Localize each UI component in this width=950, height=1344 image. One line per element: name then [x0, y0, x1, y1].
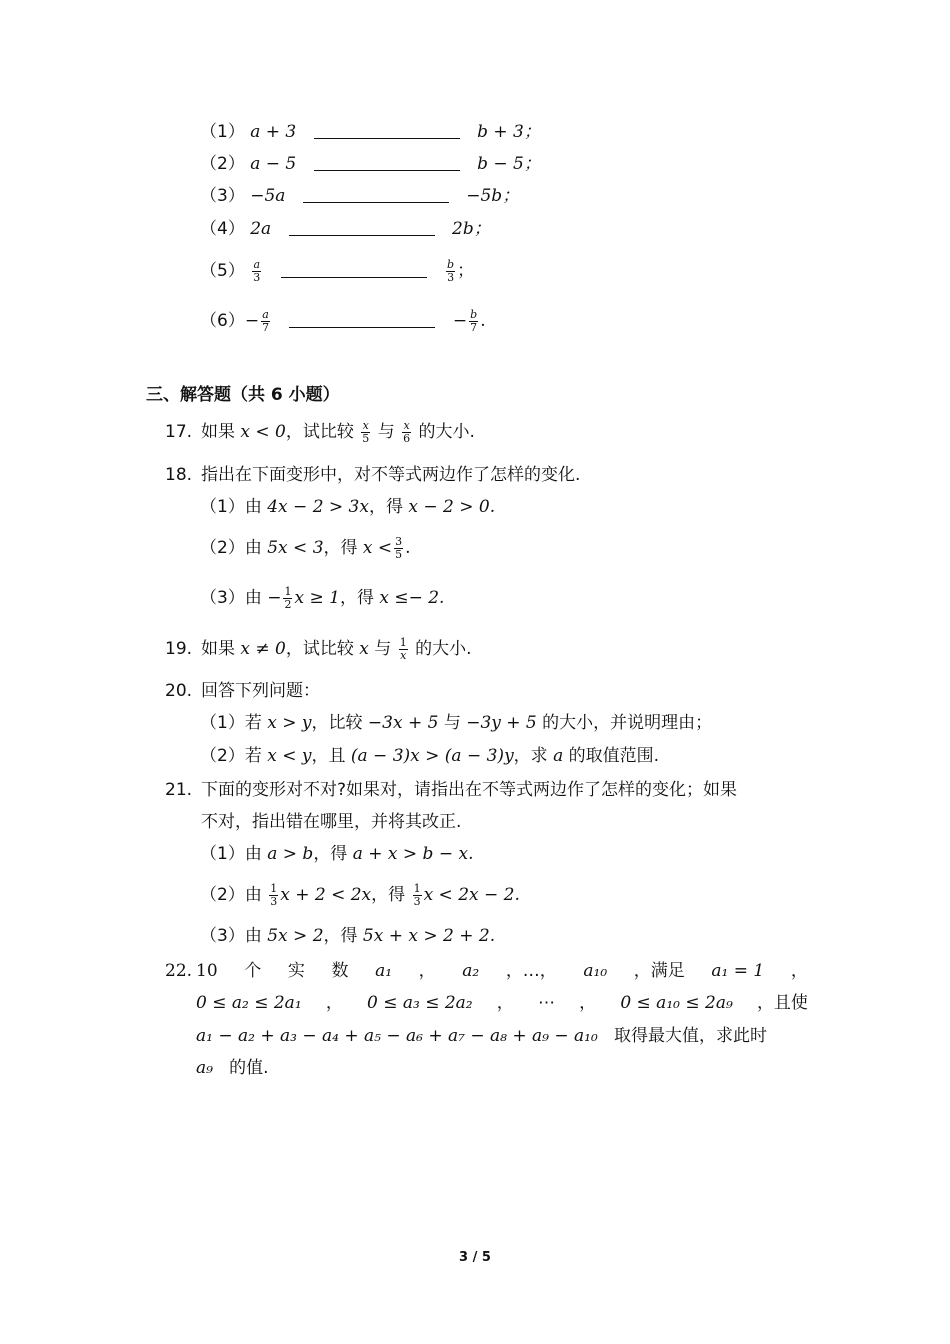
problem-number: 17. — [165, 422, 193, 442]
fill-item-6: （6）− $\frac{a}{7}$ − $\frac{b}{7}$ . — [200, 308, 486, 334]
problem-18-sub-3: （3）由 − $\frac{1}{2}$ x ≥ 1，得 x ≤− 2. — [200, 585, 445, 611]
fraction-1-x: $\frac{1}{x}$ — [399, 636, 407, 662]
problem-21-sub-2: （2）由 $\frac{1}{3}$ x + 2 < 2x，得 $\frac{1}{3}$ x < 2x − 2. — [200, 882, 520, 908]
problem-18-sub-1: （1）由 4x − 2 > 3x，得 x − 2 > 0. — [200, 497, 496, 517]
left-fraction: $\frac{a}{3}$ — [253, 258, 261, 284]
answer-blank[interactable] — [314, 137, 460, 139]
answer-blank[interactable] — [289, 234, 435, 236]
fraction-1-3: $\frac{1}{3}$ — [270, 882, 278, 908]
answer-blank[interactable] — [289, 326, 435, 328]
right-fraction: $\frac{b}{7}$ — [470, 308, 478, 334]
problem-21-sub-1: （1）由 a > b，得 a + x > b − x. — [200, 844, 474, 864]
item-label: （4） — [200, 219, 245, 239]
problem-21-line-2: 不对，指出错在哪里，并将其改正. — [201, 812, 462, 832]
left-expr: a − 5 — [250, 154, 297, 174]
problem-18-sub-2: （2）由 5x < 3，得 x < $\frac{3}{5}$ . — [200, 535, 411, 561]
left-expr: 2a — [250, 219, 272, 239]
fill-item-4 — [200, 218, 491, 240]
fill-item-2 — [200, 153, 541, 175]
fill-item-5: （5） $\frac{a}{3}$ $\frac{b}{3}$ ； — [200, 258, 475, 284]
fill-item-3 — [200, 185, 519, 207]
right-fraction: $\frac{b}{3}$ — [447, 258, 455, 284]
problem-18: 18. 指出在下面变形中，对不等式两边作了怎样的变化. — [165, 465, 581, 485]
fraction-3-5: $\frac{3}{5}$ — [395, 535, 403, 561]
problem-17: 17. 如果 x < 0，试比较 $\frac{x}{5}$ 与 $\frac{x}{6}$ 的大小. — [165, 419, 475, 445]
item-label: （5） — [200, 261, 245, 281]
item-label: （3） — [200, 186, 245, 206]
problem-21: 21. 下面的变形对不对?如果对，请指出在不等式两边作了怎样的变化；如果 — [165, 780, 738, 800]
left-fraction: $\frac{a}{7}$ — [262, 308, 270, 334]
problem-19: 19. 如果 x ≠ 0，试比较 x 与 $\frac{1}{x}$ 的大小. — [165, 636, 472, 662]
right-expr: −5b； — [466, 186, 520, 206]
answer-blank[interactable] — [281, 276, 427, 278]
right-expr: 2b； — [452, 219, 491, 239]
left-expr: −5a — [250, 186, 286, 206]
problem-20: 20. 回答下列问题： — [165, 681, 320, 701]
answer-blank[interactable] — [303, 201, 449, 203]
fraction-x-6: $\frac{x}{6}$ — [403, 419, 411, 445]
problem-number: 20. — [165, 681, 193, 701]
fraction-1-3: $\frac{1}{3}$ — [413, 882, 421, 908]
problem-22-line-2: 0 ≤ a₂ ≤ 2a₁ ， 0 ≤ a₃ ≤ 2a₂ ， ⋯ ， 0 ≤ a₁₀ ≤ 2a₉ ，且使 — [196, 993, 808, 1013]
problem-22-number: 22. — [165, 961, 193, 981]
section-heading: 三、解答题（共 6 小题） — [146, 385, 340, 405]
problem-number: 21. — [165, 780, 193, 800]
problem-22-line-1: 10 个 实 数 a₁ ， a₂ ，…， a₁₀ ，满足 a₁ = 1 ， — [196, 961, 808, 981]
problem-20-sub-1: （1）若 x > y，比较 −3x + 5 与 −3y + 5 的大小，并说明理由； — [200, 713, 713, 733]
problem-21-sub-3: （3）由 5x > 2，得 5x + x > 2 + 2. — [200, 926, 496, 946]
problem-number: 18. — [165, 465, 193, 485]
page-number: 3 / 5 — [459, 1250, 491, 1265]
item-label: （1） — [200, 122, 245, 142]
problem-20-sub-2: （2）若 x < y，且 (a − 3)x > (a − 3)y，求 a 的取值范围. — [200, 746, 660, 766]
left-expr: a + 3 — [250, 122, 297, 142]
right-expr: b + 3； — [477, 122, 541, 142]
problem-number: 19. — [165, 639, 193, 659]
problem-22-line-4: a₉ 的值. — [196, 1058, 269, 1078]
right-expr: b − 5； — [477, 154, 541, 174]
fraction-x-5: $\frac{x}{5}$ — [362, 419, 370, 445]
answer-blank[interactable] — [314, 169, 460, 171]
fill-item-1 — [200, 121, 541, 143]
item-label: （6） — [200, 311, 245, 331]
problem-22-line-3: a₁ − a₂ + a₃ − a₄ + a₅ − a₆ + a₇ − a₈ + a₉ − a₁₀ 取得最大值，求此时 — [196, 1026, 768, 1046]
fraction-1-2: $\frac{1}{2}$ — [284, 585, 292, 611]
item-label: （2） — [200, 154, 245, 174]
